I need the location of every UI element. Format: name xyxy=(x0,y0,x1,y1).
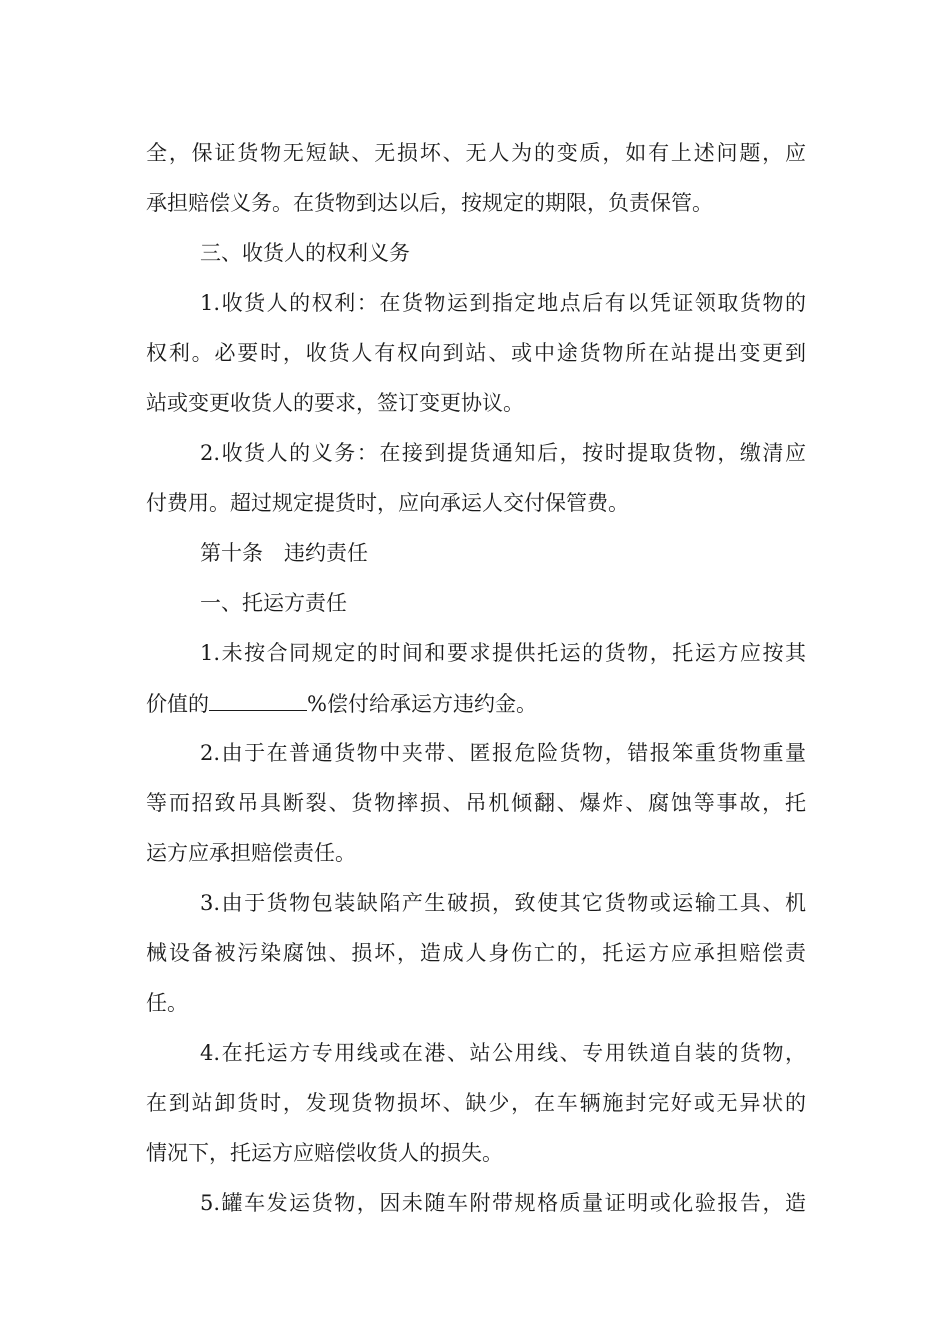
paragraph-line: 2.收货人的义务：在接到提货通知后，按时提取货物，缴清应 xyxy=(200,441,806,465)
fill-in-blank[interactable] xyxy=(209,688,307,711)
paragraph-line: 权利。必要时，收货人有权向到站、或中途货物所在站提出变更到 xyxy=(146,341,806,365)
paragraph-line: 等而招致吊具断裂、货物摔损、吊机倾翻、爆炸、腐蚀等事故，托 xyxy=(146,791,806,815)
paragraph-line: 付费用。超过规定提货时，应向承运人交付保管费。 xyxy=(146,491,629,515)
paragraph-line: 在到站卸货时，发现货物损坏、缺少，在车辆施封完好或无异状的 xyxy=(146,1091,806,1115)
paragraph-line: 运方应承担赔偿责任。 xyxy=(146,841,356,865)
paragraph-line: 全，保证货物无短缺、无损坏、无人为的变质，如有上述问题，应 xyxy=(146,141,806,165)
paragraph-line: 任。 xyxy=(146,991,188,1015)
paragraph-line: 1.收货人的权利：在货物运到指定地点后有以凭证领取货物的 xyxy=(200,291,806,315)
paragraph-line: 站或变更收货人的要求，签订变更协议。 xyxy=(146,391,524,415)
article-heading: 第十条 违约责任 xyxy=(200,541,368,565)
paragraph-line: 承担赔偿义务。在货物到达以后，按规定的期限，负责保管。 xyxy=(146,191,713,215)
paragraph-line: 1.未按合同规定的时间和要求提供托运的货物，托运方应按其 xyxy=(200,641,806,665)
paragraph-line-with-blank xyxy=(146,688,806,738)
paragraph-line: 5.罐车发运货物，因未随车附带规格质量证明或化验报告，造 xyxy=(200,1191,806,1215)
section-heading: 三、收货人的权利义务 xyxy=(200,241,410,265)
paragraph-line: 械设备被污染腐蚀、损坏，造成人身伤亡的，托运方应承担赔偿责 xyxy=(146,941,806,965)
section-heading: 一、托运方责任 xyxy=(200,591,347,615)
paragraph-line: 3.由于货物包装缺陷产生破损，致使其它货物或运输工具、机 xyxy=(200,891,806,915)
text-segment: %偿付给承运方违约金。 xyxy=(307,692,537,716)
paragraph-line: 2.由于在普通货物中夹带、匿报危险货物，错报笨重货物重量 xyxy=(200,741,806,765)
text-segment: 价值的 xyxy=(146,692,209,716)
paragraph-line: 4.在托运方专用线或在港、站公用线、专用铁道自装的货物， xyxy=(200,1041,806,1065)
paragraph-line: 情况下，托运方应赔偿收货人的损失。 xyxy=(146,1141,503,1165)
